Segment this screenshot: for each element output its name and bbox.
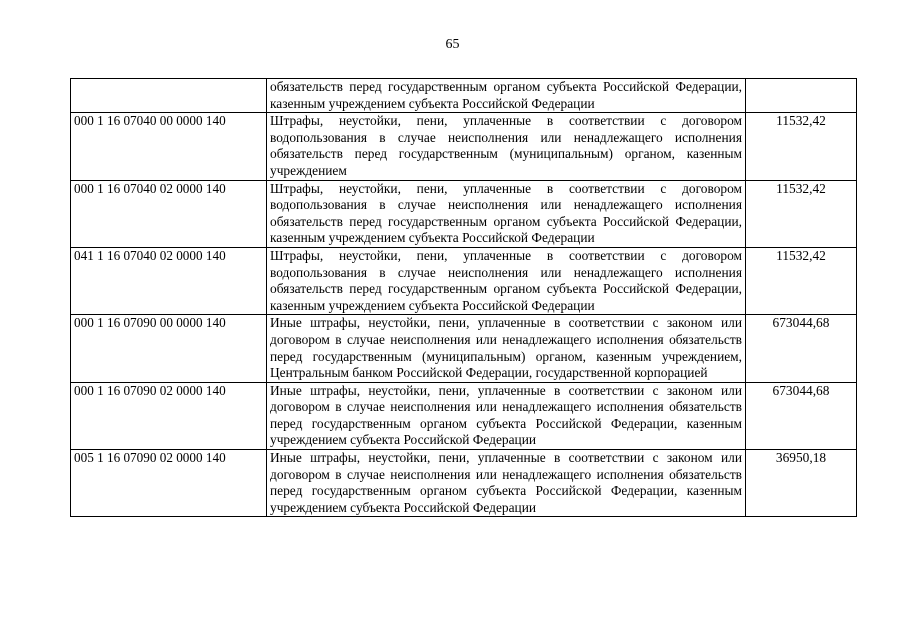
amount-cell: 36950,18 (746, 450, 857, 517)
amount-cell: 11532,42 (746, 247, 857, 314)
amount-cell: 673044,68 (746, 382, 857, 449)
budget-code-cell: 005 1 16 07090 02 0000 140 (71, 450, 267, 517)
amount-cell: 11532,42 (746, 113, 857, 180)
amount-cell (746, 79, 857, 113)
budget-code-cell: 000 1 16 07090 02 0000 140 (71, 382, 267, 449)
revenue-name-cell: Иные штрафы, неустойки, пени, уплаченные в соответствии с законом или договором в случае неисполнения или ненадлежащего исполнения обязательств перед государственным органом субъекта Российской Федерации, казенным учреждением субъекта Российской Федерации (267, 450, 746, 517)
revenue-name-cell: обязательств перед государственным органом субъекта Российской Федерации, казенным учреждением субъекта Российской Федерации (267, 79, 746, 113)
revenue-name-cell: Иные штрафы, неустойки, пени, уплаченные в соответствии с законом или договором в случае неисполнения или ненадлежащего исполнения обязательств перед государственным (муниципальным) органом, казенным учреждением, Центральным банком Российской Федерации, государственной корпорацией (267, 315, 746, 382)
revenue-name-cell: Штрафы, неустойки, пени, уплаченные в соответствии с договором водопользования в случае неисполнения или ненадлежащего исполнения обязательств перед государственным органом субъекта Российской Федерации, казенным учреждением субъекта Российской Федерации (267, 247, 746, 314)
budget-code-cell: 000 1 16 07090 00 0000 140 (71, 315, 267, 382)
amount-cell: 11532,42 (746, 180, 857, 247)
revenue-table (70, 78, 857, 517)
table-row (71, 180, 857, 247)
table-row (71, 247, 857, 314)
table-row (71, 382, 857, 449)
budget-code-cell: 000 1 16 07040 00 0000 140 (71, 113, 267, 180)
table-row (71, 113, 857, 180)
budget-code-cell (71, 79, 267, 113)
revenue-name-cell: Штрафы, неустойки, пени, уплаченные в соответствии с договором водопользования в случае неисполнения или ненадлежащего исполнения обязательств перед государственным (муниципальным) органом, казенным учреждением (267, 113, 746, 180)
revenue-name-cell: Иные штрафы, неустойки, пени, уплаченные в соответствии с законом или договором в случае неисполнения или ненадлежащего исполнения обязательств перед государственным органом субъекта Российской Федерации, казенным учреждением субъекта Российской Федерации (267, 382, 746, 449)
budget-code-cell: 041 1 16 07040 02 0000 140 (71, 247, 267, 314)
table-row (71, 79, 857, 113)
table-row (71, 315, 857, 382)
table-row (71, 450, 857, 517)
revenue-name-cell: Штрафы, неустойки, пени, уплаченные в соответствии с договором водопользования в случае неисполнения или ненадлежащего исполнения обязательств перед государственным органом субъекта Российской Федерации, казенным учреждением субъекта Российской Федерации (267, 180, 746, 247)
page-number: 65 (445, 37, 460, 52)
amount-cell: 673044,68 (746, 315, 857, 382)
budget-code-cell: 000 1 16 07040 02 0000 140 (71, 180, 267, 247)
